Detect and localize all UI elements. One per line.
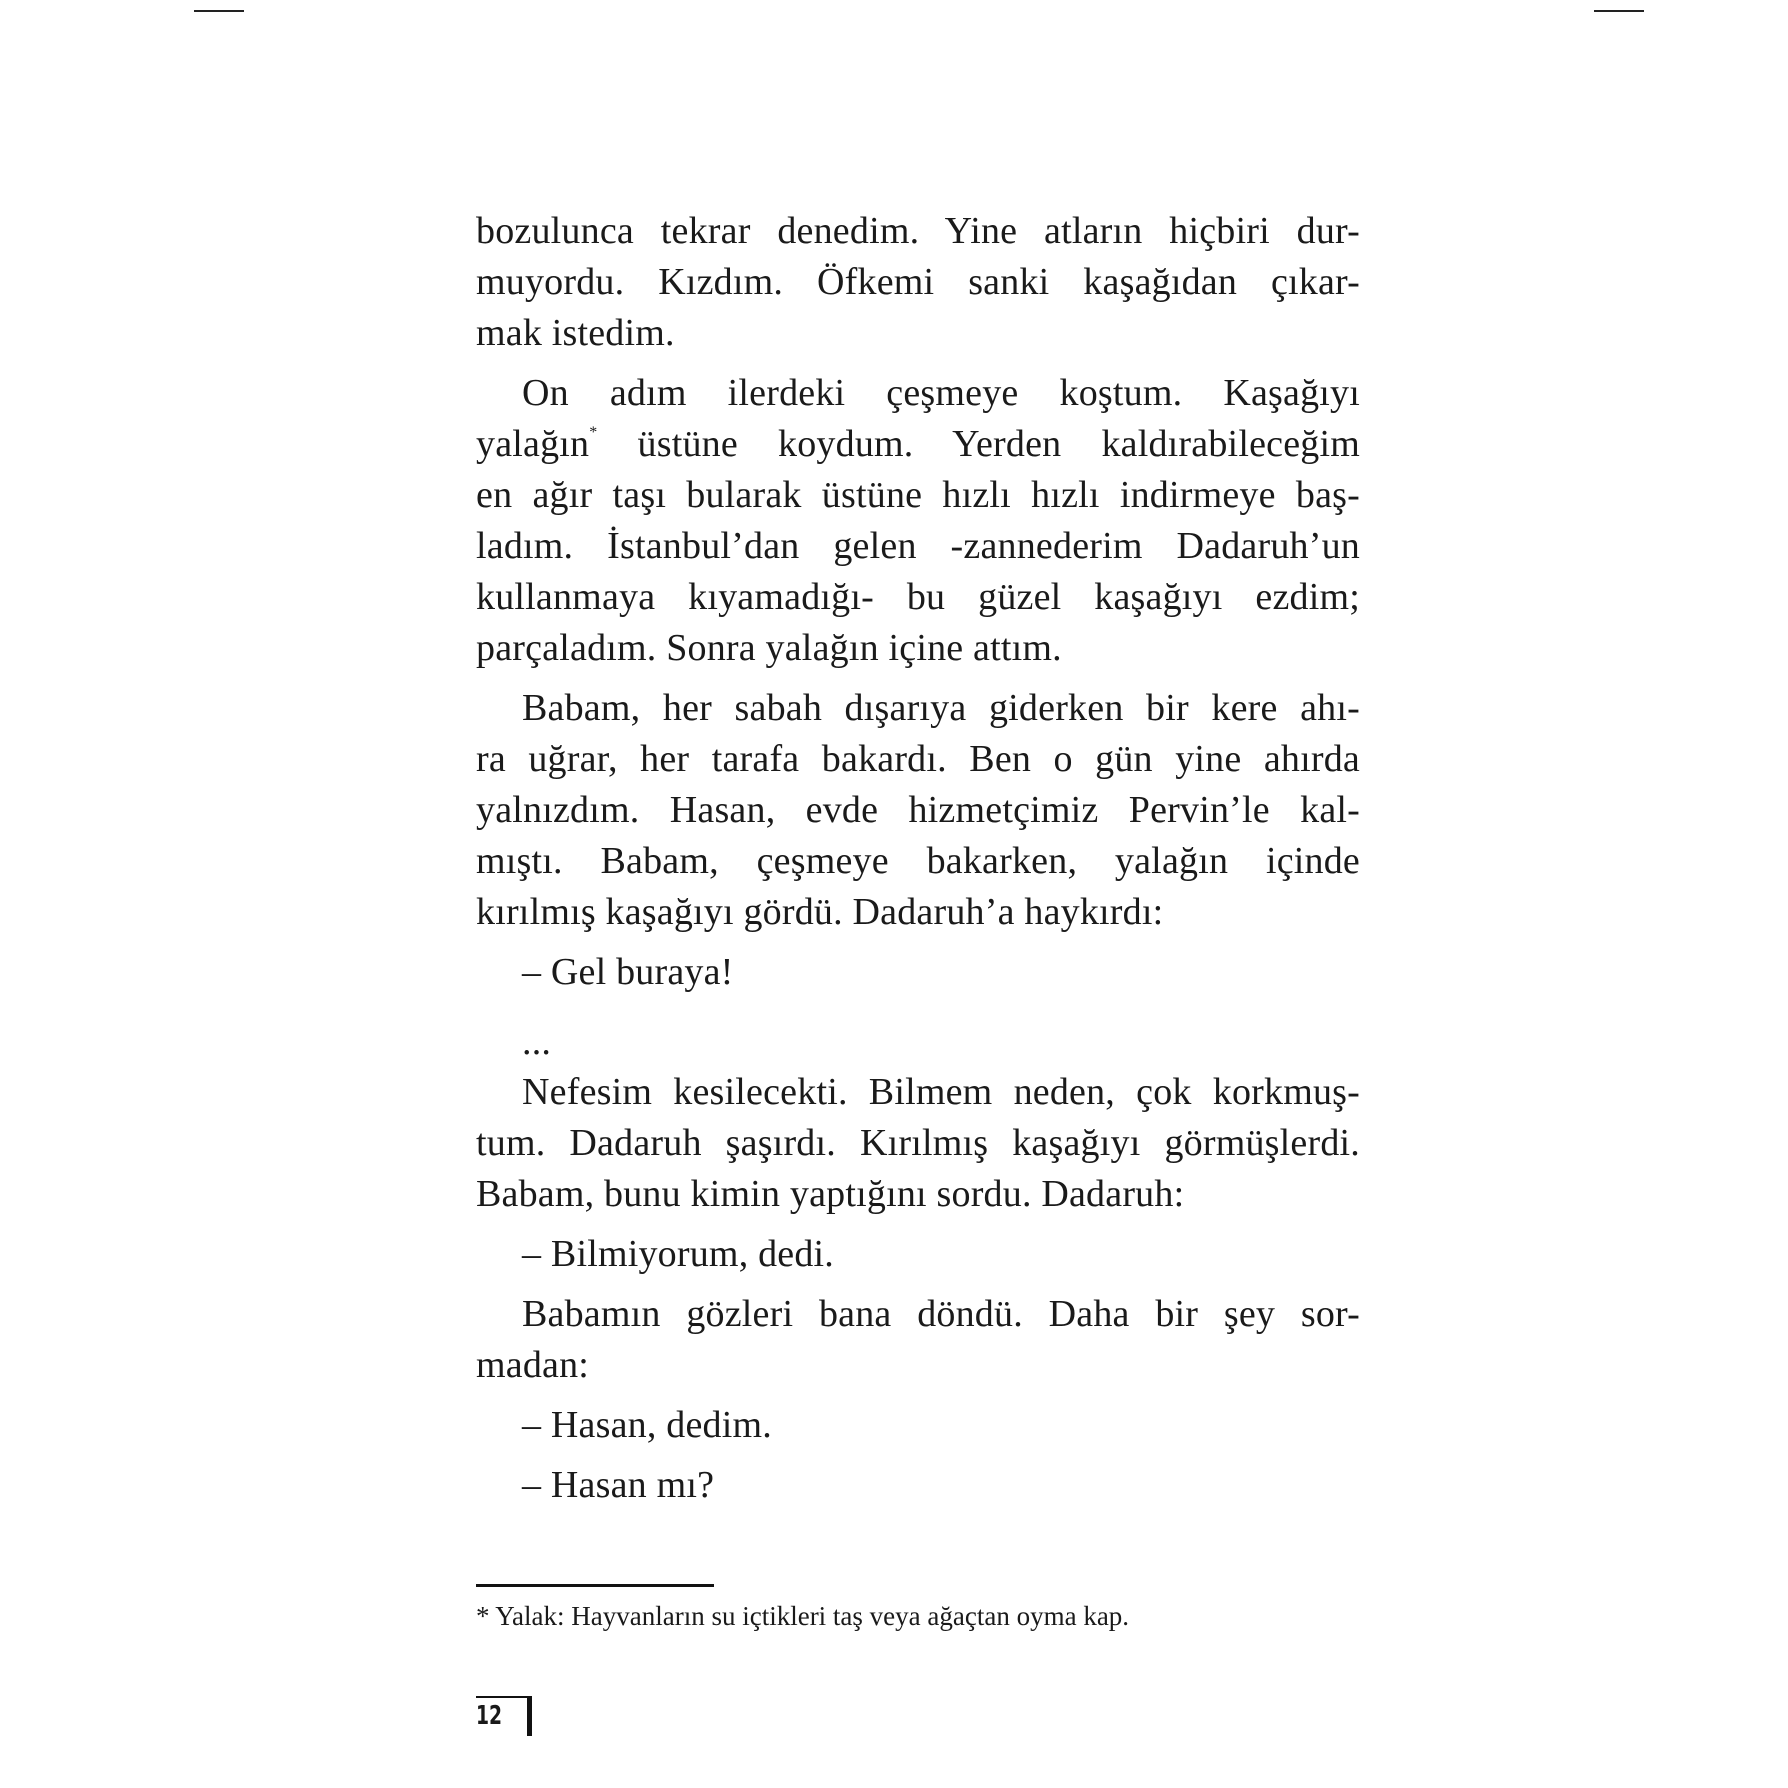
dialog-line: – Hasan, dedim. — [522, 1404, 772, 1446]
text-line: Babamın gözleri bana döndü. Daha bir şey sor- — [522, 1293, 1360, 1335]
footnote: * Yalak: Hayvanların su içtikleri taş veya ağaçtan oyma kap. — [476, 1601, 1130, 1631]
page-number-bar — [527, 1696, 532, 1736]
paragraph — [476, 683, 1360, 938]
dialog-line: – Gel buraya! — [522, 951, 734, 993]
crop-mark-right — [1594, 10, 1644, 12]
text-line: Babam, her sabah dışarıya giderken bir kere ahı- — [522, 687, 1360, 729]
text-line: ra uğrar, her tarafa bakardı. Ben o gün yine ahırda — [476, 738, 1360, 780]
paragraph — [476, 1067, 1360, 1220]
dialog-line: – Bilmiyorum, dedi. — [522, 1233, 835, 1275]
text-line: tum. Dadaruh şaşırdı. Kırılmış kaşağıyı görmüşlerdi. — [476, 1122, 1360, 1164]
text-line: mıştı. Babam, çeşmeye bakarken, yalağın içinde — [476, 840, 1360, 882]
text-line: madan: — [476, 1344, 590, 1386]
text-line: Nefesim kesilecekti. Bilmem neden, çok korkmuş- — [522, 1071, 1360, 1113]
footnote-marker: * — [589, 424, 598, 441]
text-line: On adım ilerdeki çeşmeye koştum. Kaşağıyı — [522, 372, 1360, 414]
footnote-separator — [476, 1584, 714, 1587]
text-fragment: üstüne koydum. Yerden kaldırabileceğim — [597, 423, 1360, 465]
text-line: kullanmaya kıyamadığı- bu güzel kaşağıyı ezdim; — [476, 576, 1360, 618]
text-line: parçaladım. Sonra yalağın içine attım. — [476, 627, 1062, 669]
crop-mark-left — [194, 10, 244, 12]
paragraph — [476, 368, 1360, 674]
text-line: ladım. İstanbul’dan gelen -zannederim Dadaruh’un — [476, 525, 1360, 567]
dialog-line: – Hasan mı? — [522, 1464, 715, 1506]
text-line: kırılmış kaşağıyı gördü. Dadaruh’a haykırdı: — [476, 891, 1164, 933]
text-line: yalnızdım. Hasan, evde hizmetçimiz Pervin’le kal- — [476, 789, 1360, 831]
body-text — [476, 206, 1360, 1520]
text-line: muyordu. Kızdım. Öfkemi sanki kaşağıdan çıkar- — [476, 261, 1360, 303]
text-line — [476, 419, 1360, 470]
text-line: Babam, bunu kimin yaptığını sordu. Dadaruh: — [476, 1173, 1185, 1215]
text-line: en ağır taşı bularak üstüne hızlı hızlı indirmeye baş- — [476, 474, 1360, 516]
ellipsis: ... — [522, 1021, 552, 1063]
paragraph — [476, 1289, 1360, 1391]
text-fragment: yalağın — [476, 423, 590, 465]
text-line: mak istedim. — [476, 312, 675, 354]
text-line: bozulunca tekrar denedim. Yine atların hiçbiri dur- — [476, 210, 1360, 252]
page-number-rule — [476, 1696, 528, 1698]
page-number: 12 — [476, 1701, 503, 1731]
paragraph — [476, 206, 1360, 359]
